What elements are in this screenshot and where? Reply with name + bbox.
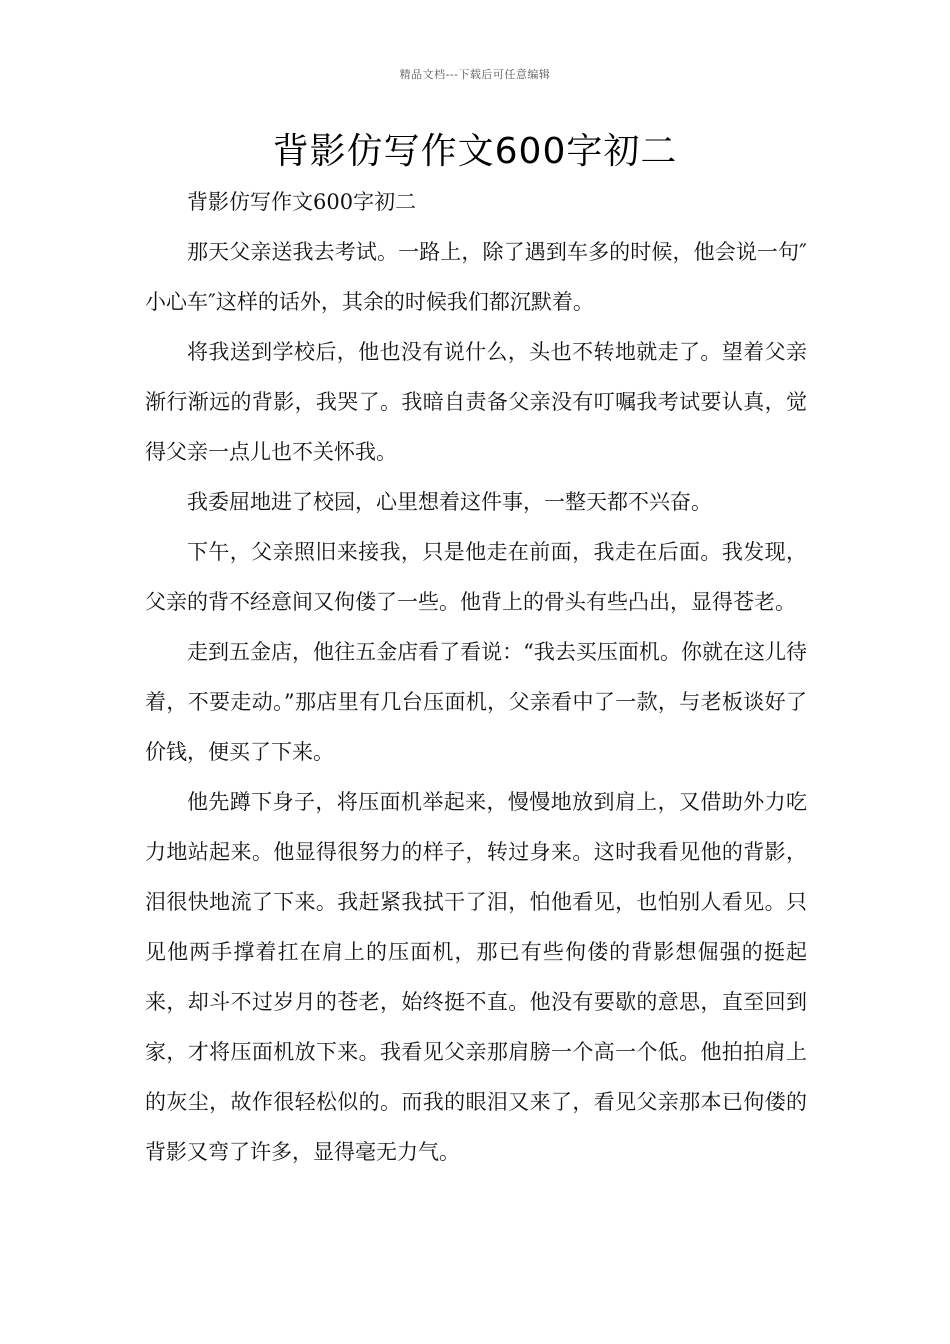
body-paragraph: 将我送到学校后，他也没有说什么，头也不转地就走了。望着父亲渐行渐远的背影，我哭了。我暗自责备父亲没有叮嘱我考试要认真，觉得父亲一点儿也不关怀我。 (145, 340, 807, 464)
body-paragraph: 背影仿写作文600字初二 (187, 190, 417, 214)
document-title: 背影仿写作文600字初二 (272, 131, 678, 172)
body-paragraph: 他先蹲下身子，将压面机举起来，慢慢地放到肩上，又借助外力吃力地站起来。他显得很努力的样子，转过身来。这时我看见他的背影，泪很快地流了下来。我赶紧我拭干了泪，怕他看见，也怕别人看见。只见他两手撑着扛在肩上的压面机，那已有些佝偻的背影想倔强的挺起来，却斗不过岁月的苍老，始终挺不直。他没有要歇的意思，直至回到家，才将压面机放下来。我看见父亲那肩膀一个高一个低。他拍拍肩上的灰尘，故作很轻松似的。而我的眼泪又来了，看见父亲那本已佝偻的背影又弯了许多，显得毫无力气。 (145, 790, 807, 1164)
body-paragraph: 那天父亲送我去考试。一路上，除了遇到车多的时候，他会说一句″小心车″这样的话外，其余的时候我们都沉默着。 (145, 240, 807, 314)
body-paragraph: 下午，父亲照旧来接我，只是他走在前面，我走在后面。我发现，父亲的背不经意间又佝偻了一些。他背上的骨头有些凸出，显得苍老。 (145, 540, 807, 614)
body-paragraph: 走到五金店，他往五金店看了看说：“我去买压面机。你就在这儿待着，不要走动。”那店里有几台压面机，父亲看中了一款，与老板谈好了价钱，便买了下来。 (145, 640, 807, 764)
body-paragraph: 我委屈地进了校园，心里想着这件事，一整天都不兴奋。 (187, 490, 712, 514)
document-body (145, 177, 807, 1177)
header-note: 精品文档---下载后可任意编辑 (399, 68, 551, 81)
